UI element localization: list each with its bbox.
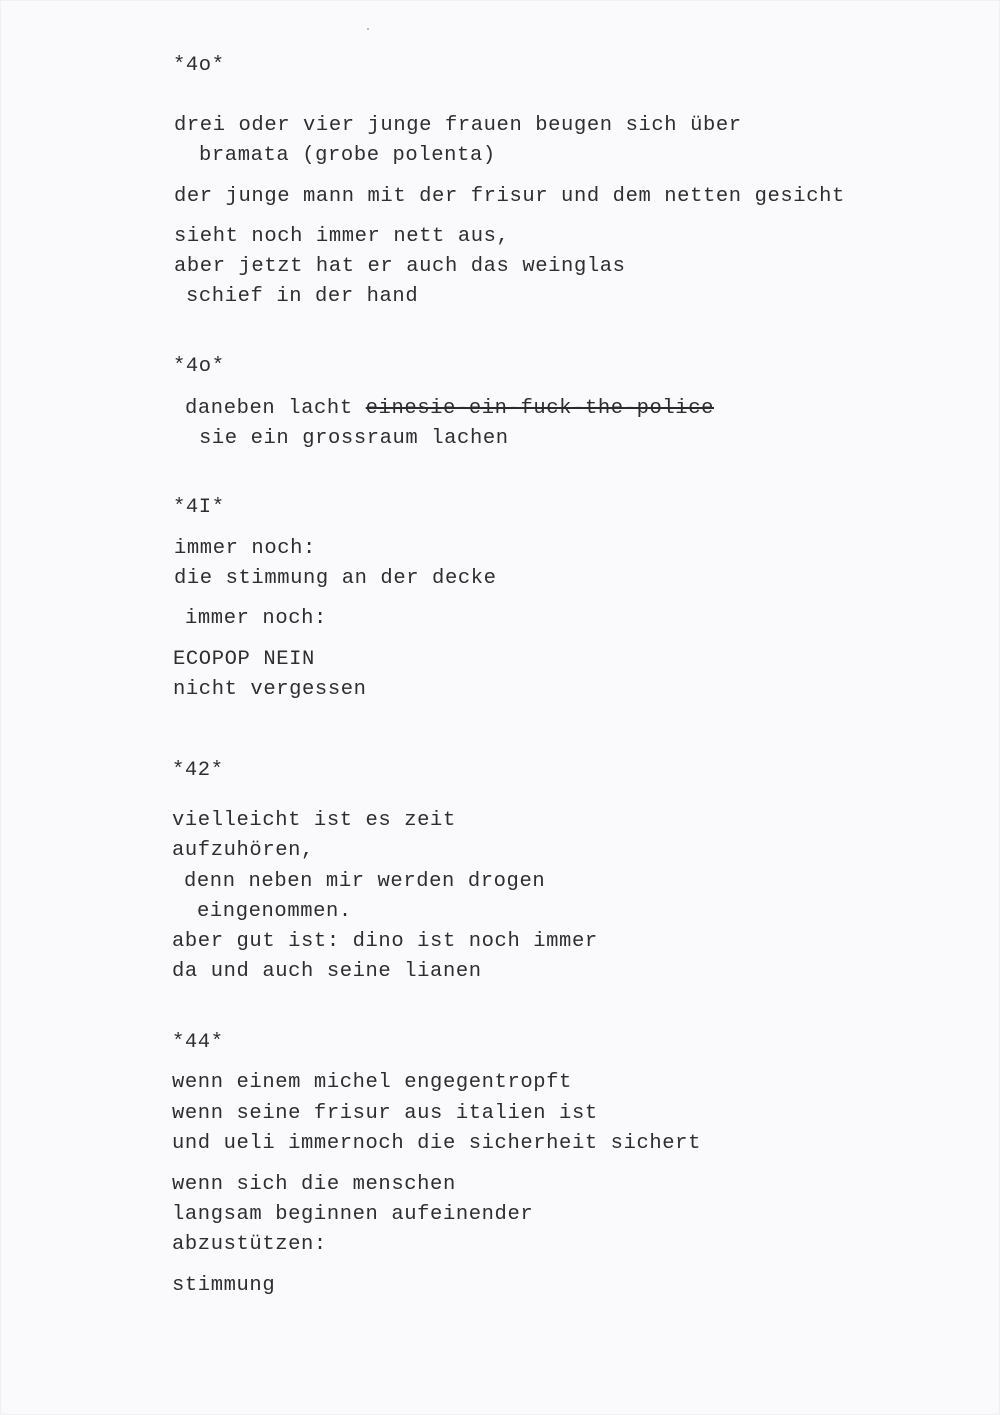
poem-line: langsam beginnen aufeinender xyxy=(172,1203,534,1226)
section-heading: *44* xyxy=(172,1031,224,1054)
poem-line: aber jetzt hat er auch das weinglas xyxy=(174,255,626,278)
poem-line: eingenommen. xyxy=(197,900,352,923)
poem-line: wenn einem michel engegentropft xyxy=(172,1071,572,1094)
line-prefix: daneben lacht xyxy=(185,397,366,420)
section-heading: *4I* xyxy=(173,496,225,519)
poem-line: da und auch seine lianen xyxy=(172,960,482,983)
poem-line: und ueli immernoch die sicherheit sichert xyxy=(172,1132,701,1155)
poem-line: wenn sich die menschen xyxy=(172,1173,456,1196)
struck-through-text: einesie-ein-fuck-the-police xyxy=(365,397,714,420)
poem-line: der junge mann mit der frisur und dem netten gesicht xyxy=(174,185,845,208)
poem-line: sieht noch immer nett aus, xyxy=(174,225,510,248)
poem-line: drei oder vier junge frauen beugen sich über xyxy=(174,114,742,137)
poem-line: aufzuhören, xyxy=(172,839,314,862)
section-heading: *4o* xyxy=(173,355,225,378)
poem-line: vielleicht ist es zeit xyxy=(172,809,456,832)
poem-line: aber gut ist: dino ist noch immer xyxy=(172,930,598,953)
paper-speck xyxy=(367,28,369,30)
poem-line: nicht vergessen xyxy=(173,678,367,701)
poem-line: abzustützen: xyxy=(172,1233,327,1256)
poem-line: sie ein grossraum lachen xyxy=(199,427,509,450)
poem-line: ECOPOP NEIN xyxy=(173,648,315,671)
poem-line: stimmung xyxy=(172,1274,276,1297)
poem-line: immer noch: xyxy=(174,537,316,560)
poem-line: immer noch: xyxy=(185,607,327,630)
section-heading: *4o* xyxy=(173,54,225,77)
poem-line-with-correction xyxy=(185,396,714,422)
poem-line: wenn seine frisur aus italien ist xyxy=(172,1102,598,1125)
poem-line: denn neben mir werden drogen xyxy=(184,870,546,893)
poem-line: bramata (grobe polenta) xyxy=(199,144,496,167)
section-heading: *42* xyxy=(172,759,224,782)
poem-line: schief in der hand xyxy=(186,285,419,308)
poem-line: die stimmung an der decke xyxy=(174,567,497,590)
